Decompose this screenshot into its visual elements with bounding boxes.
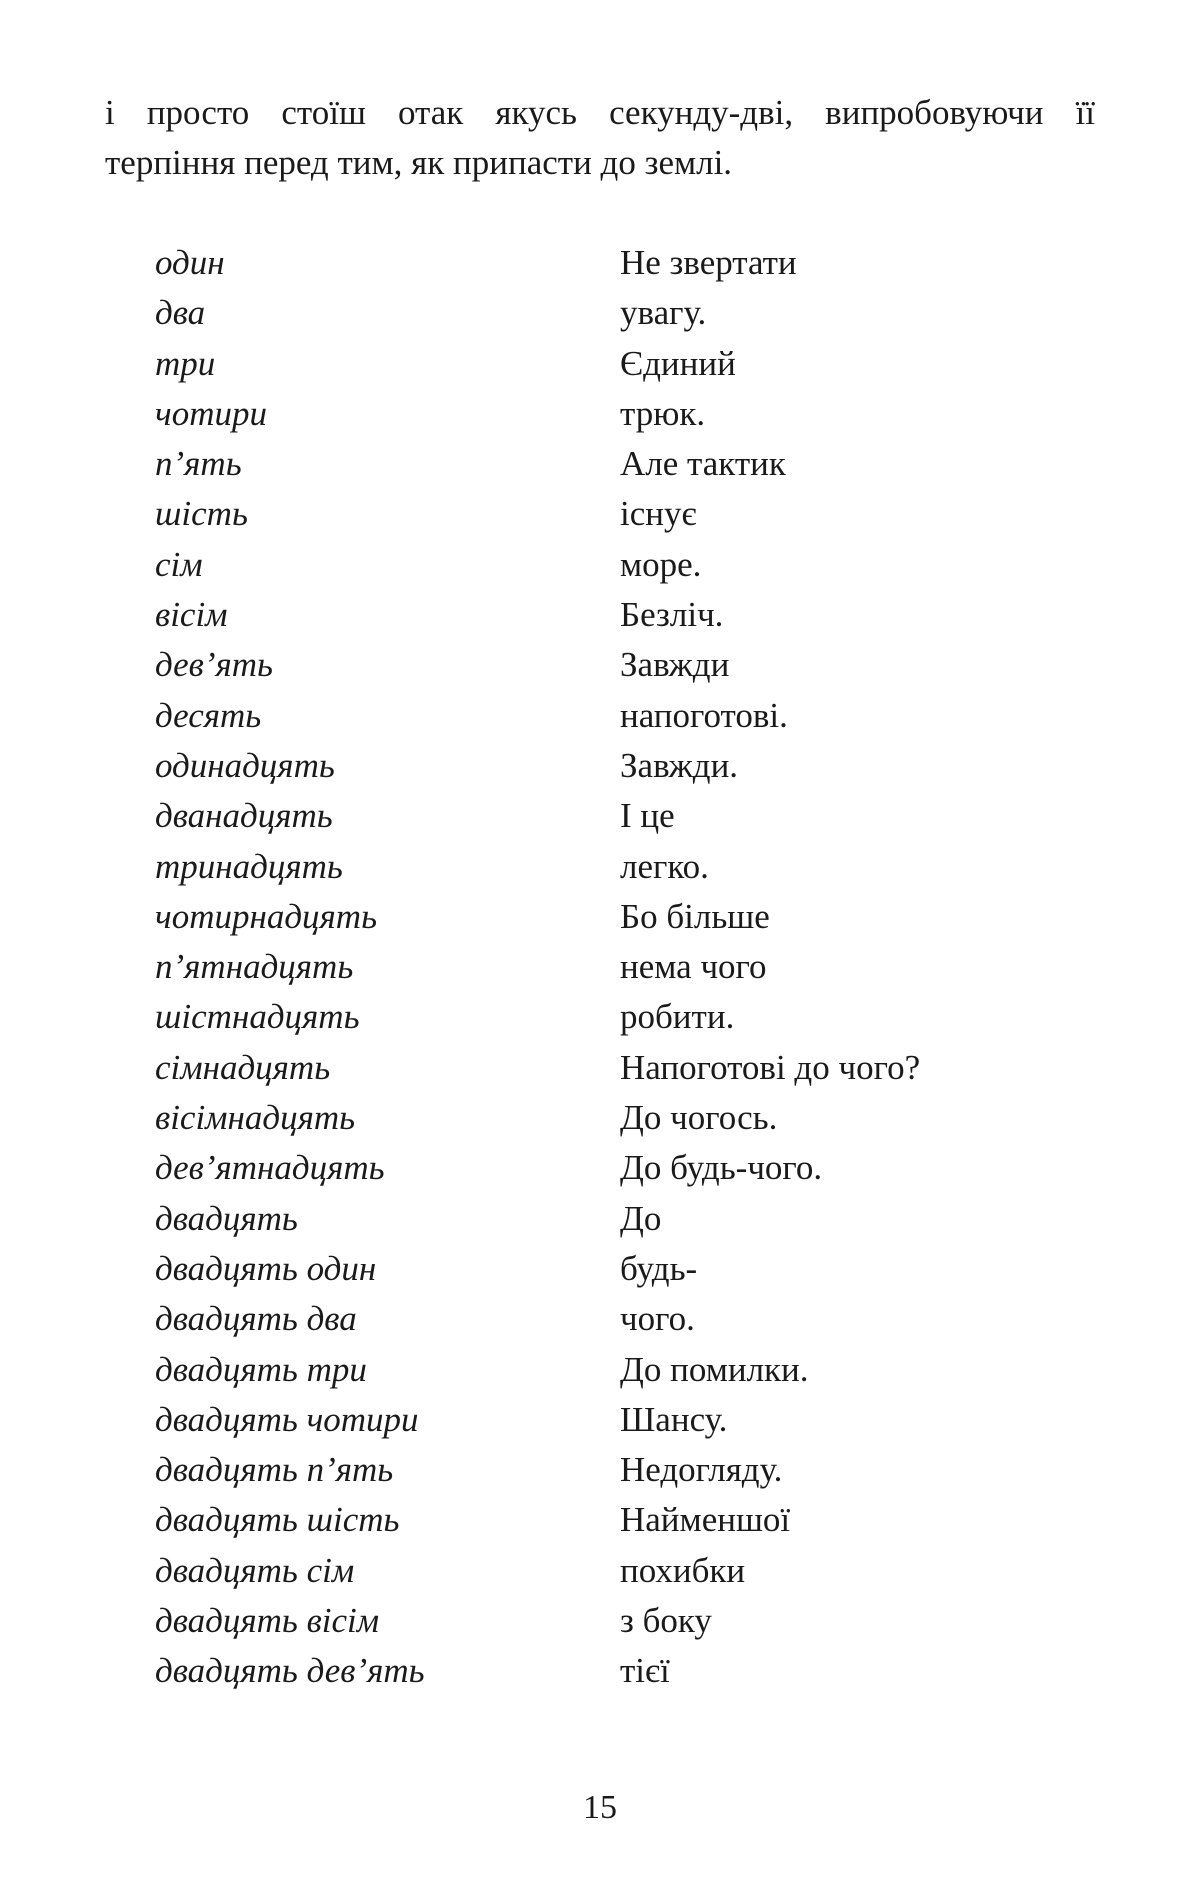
count-word: двадцять три	[155, 1349, 367, 1389]
count-word: чотири	[155, 393, 267, 433]
list-item	[0, 288, 1200, 338]
count-word: одинадцять	[155, 745, 335, 785]
count-word: два	[155, 293, 206, 333]
list-item	[0, 540, 1200, 590]
list-item	[0, 691, 1200, 741]
phrase-text: Безліч.	[620, 595, 724, 635]
intro-paragraph	[105, 88, 1095, 188]
list-item	[0, 489, 1200, 539]
list-item	[0, 1345, 1200, 1395]
list-item	[0, 842, 1200, 892]
phrase-text: Але тактик	[620, 444, 786, 484]
list-item	[0, 1445, 1200, 1495]
list-item	[0, 439, 1200, 489]
count-word: сім	[155, 544, 203, 584]
count-word: двадцять дев’ять	[155, 1651, 425, 1691]
count-word: двадцять сім	[155, 1550, 355, 1590]
list-item	[0, 1043, 1200, 1093]
list-item	[0, 1143, 1200, 1193]
phrase-text: Бо більше	[620, 896, 770, 936]
phrase-text: Завжди.	[620, 745, 739, 785]
count-word: шістнадцять	[155, 997, 360, 1037]
phrase-text: До	[620, 1198, 662, 1238]
phrase-text: Напоготові до чого?	[620, 1047, 921, 1087]
phrase-text: До помилки.	[620, 1349, 809, 1389]
list-item	[0, 1294, 1200, 1344]
phrase-text: з боку	[620, 1601, 712, 1641]
count-word: сімнадцять	[155, 1047, 331, 1087]
list-item	[0, 992, 1200, 1042]
count-word: дев’ять	[155, 645, 273, 685]
count-word: тринадцять	[155, 846, 343, 886]
phrase-text: Не звертати	[620, 243, 797, 282]
list-item	[0, 1546, 1200, 1596]
paragraph-line: терпіння перед тим, як припасти до землі.	[105, 143, 733, 182]
list-item	[0, 1495, 1200, 1545]
list-item	[0, 791, 1200, 841]
list-item	[0, 892, 1200, 942]
count-word: двадцять вісім	[155, 1601, 380, 1641]
count-word: дев’ятнадцять	[155, 1148, 385, 1188]
count-word: дванадцять	[155, 796, 333, 836]
list-item	[0, 590, 1200, 640]
paragraph-line: і просто стоїш отак якусь секунду-дві, випробовуючи її	[105, 93, 1095, 132]
phrase-text: Завжди	[620, 645, 730, 685]
phrase-text: чого.	[620, 1299, 695, 1339]
list-item	[0, 1596, 1200, 1646]
count-word: один	[155, 243, 225, 282]
count-word: десять	[155, 695, 262, 735]
count-word: вісімнадцять	[155, 1098, 356, 1138]
phrase-text: Найменшої	[620, 1500, 791, 1540]
phrase-text: Єдиний	[620, 343, 736, 383]
count-word: шість	[155, 494, 248, 534]
phrase-text: увагу.	[620, 293, 707, 333]
phrase-text: Шансу.	[620, 1399, 728, 1439]
list-item	[0, 1244, 1200, 1294]
count-word: двадцять шість	[155, 1500, 400, 1540]
count-word: вісім	[155, 595, 228, 635]
count-word: чотирнадцять	[155, 896, 378, 936]
phrase-text: тієї	[620, 1651, 670, 1691]
phrase-text: робити.	[620, 997, 735, 1037]
count-word: п’ять	[155, 444, 242, 484]
list-item	[0, 1646, 1200, 1696]
count-word: двадцять п’ять	[155, 1450, 394, 1490]
phrase-text: легко.	[620, 846, 709, 886]
phrase-text: нема чого	[620, 947, 767, 987]
phrase-text: існує	[620, 494, 697, 534]
phrase-text: напоготові.	[620, 695, 788, 735]
counting-columns	[0, 238, 1200, 1697]
list-item	[0, 942, 1200, 992]
count-word: двадцять два	[155, 1299, 357, 1339]
phrase-text: трюк.	[620, 393, 706, 433]
phrase-text: І це	[620, 796, 675, 836]
list-item	[0, 1093, 1200, 1143]
list-item	[0, 238, 1200, 288]
count-word: двадцять чотири	[155, 1399, 419, 1439]
phrase-text: До чогось.	[620, 1098, 778, 1138]
list-item	[0, 1194, 1200, 1244]
list-item	[0, 741, 1200, 791]
list-item	[0, 640, 1200, 690]
list-item	[0, 1395, 1200, 1445]
list-item	[0, 339, 1200, 389]
phrase-text: море.	[620, 544, 702, 584]
count-word: двадцять	[155, 1198, 298, 1238]
list-item	[0, 389, 1200, 439]
page-number: 15	[583, 1789, 617, 1826]
phrase-text: До будь-чого.	[620, 1148, 823, 1188]
count-word: п’ятнадцять	[155, 947, 354, 987]
count-word: три	[155, 343, 216, 383]
phrase-text: будь-	[620, 1248, 698, 1288]
phrase-text: похибки	[620, 1550, 746, 1590]
count-word: двадцять один	[155, 1248, 377, 1288]
phrase-text: Недогляду.	[620, 1450, 783, 1490]
